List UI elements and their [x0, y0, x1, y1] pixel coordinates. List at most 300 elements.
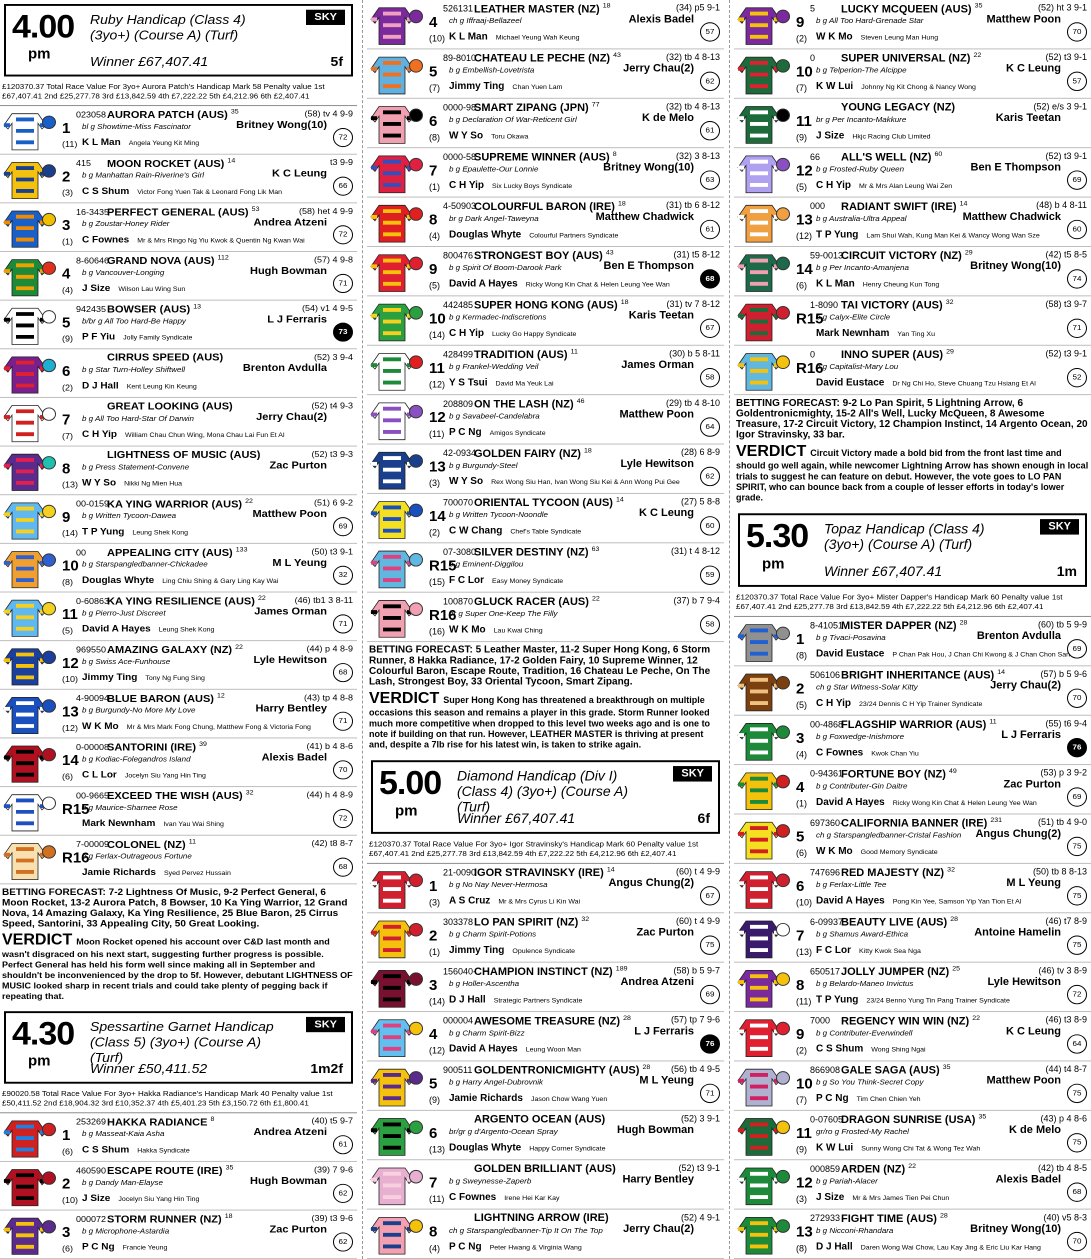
- jockey-cap-icon: [776, 306, 790, 320]
- weight-info: (44) h 4 8-9: [306, 789, 353, 800]
- trainer-name: [82, 1145, 190, 1155]
- saddle-number: 3: [62, 217, 71, 234]
- jockey-silks-icon: [736, 1164, 782, 1207]
- horse-name: [841, 1064, 950, 1076]
- horse-days: 22: [972, 1014, 980, 1022]
- jockey-name: Hugh Bowman: [250, 1175, 327, 1187]
- saddle-number: 5: [429, 1075, 438, 1093]
- weight-info: (43) p 4 8-6: [1040, 1113, 1087, 1124]
- horse-name-text: HAKKA RADIANCE: [107, 1116, 208, 1129]
- horse-name: [841, 3, 982, 15]
- breeding: b g Kodiac-Folegandros Island: [82, 754, 191, 764]
- saddle-number: 9: [62, 509, 71, 526]
- jockey-silks-icon: [369, 498, 415, 541]
- breeding: bl g Showtime-Miss Fascinator: [82, 122, 191, 131]
- owner-name: Leung Shek Kong: [158, 626, 215, 634]
- draw: (11): [796, 996, 812, 1007]
- owner-name: Peter Hwang & Virginia Wang: [489, 1244, 582, 1252]
- runner-entry: [367, 296, 724, 345]
- horse-days: 22: [973, 52, 982, 60]
- jockey-silks-icon: [736, 1213, 782, 1256]
- rating-badge: 75: [1067, 886, 1087, 905]
- trainer-name: [449, 131, 528, 142]
- jockey-cap-icon: [776, 207, 790, 221]
- owner-name: Wilson Lau Wing Sun: [118, 286, 186, 293]
- trainer-name: [449, 328, 576, 339]
- race-prize: Winner £50,411.52: [90, 1060, 208, 1077]
- saddle-number: 10: [429, 310, 446, 328]
- runner-entry: [0, 1113, 357, 1162]
- rating-badge: 64: [700, 417, 720, 436]
- rating-badge: 71: [1067, 319, 1087, 338]
- trainer-name: [82, 819, 224, 829]
- horse-name: [107, 352, 223, 363]
- form-figures: 66: [810, 152, 821, 162]
- weight-info: (42) t5 8-5: [1045, 249, 1087, 260]
- horse-name-text: RED MAJESTY: [841, 867, 920, 880]
- jockey-cap-icon: [42, 602, 56, 615]
- horse-name-text: CIRCUIT VICTORY: [841, 250, 937, 263]
- horse-name-text: SUPER HONG KONG: [474, 299, 585, 312]
- rating-badge: 72: [333, 225, 353, 244]
- jockey-cap-icon: [42, 1171, 56, 1184]
- jockey-name: Britney Wong(10): [603, 161, 694, 174]
- saddle-number: 11: [796, 113, 812, 130]
- horse-name: [474, 867, 615, 879]
- trainer-name: [816, 698, 982, 709]
- form-figures: 00-9665: [76, 790, 110, 801]
- weight-info: (57) b 5 9-6: [1040, 669, 1087, 679]
- horse-name: [107, 741, 207, 753]
- jockey-name: K C Leung: [272, 168, 327, 180]
- breeding: b g Holler-Ascentha: [449, 979, 520, 988]
- runner-entry: [0, 155, 357, 204]
- draw: (3): [796, 1194, 807, 1204]
- rating-badge: 68: [700, 269, 720, 288]
- horse-name-text: EXCEED THE WISH: [107, 790, 210, 802]
- owner-name: Happy Corner Syndicate: [529, 1145, 606, 1153]
- owner-name: Kitty Kwok Sea Nga: [859, 948, 921, 955]
- jockey-silks-icon: [736, 769, 782, 812]
- jockey-name: Zac Purton: [269, 1223, 327, 1236]
- horse-days: 8: [612, 151, 617, 158]
- jockey-silks-icon: [2, 304, 48, 346]
- horse-name: [107, 839, 196, 851]
- breeding: b g Pariah-Alacer: [816, 1176, 878, 1186]
- jockey-name: Matthew Poon: [619, 408, 694, 421]
- form-figures: 0-60863: [76, 596, 110, 606]
- jockey-silks-icon: [2, 110, 48, 152]
- horse-days: 53: [251, 206, 260, 213]
- owner-name: Michael Yeung Wah Keung: [495, 34, 580, 42]
- jockey-name: Angus Chung(2): [608, 877, 694, 890]
- form-figures: 4-90094: [76, 693, 110, 704]
- horse-name-text: KA YING WARRIOR: [107, 498, 209, 511]
- draw: (9): [62, 334, 73, 344]
- form-figures: 650517: [810, 966, 841, 977]
- horse-days: 22: [908, 1163, 917, 1170]
- jockey-silks-icon: [369, 1016, 415, 1059]
- jockey-name: Lyle Hewitson: [620, 458, 694, 470]
- trainer-text: Douglas Whyte: [82, 575, 155, 586]
- jockey-name: M L Yeung: [1006, 877, 1061, 890]
- trainer-name: [816, 1044, 926, 1055]
- saddle-number: 10: [62, 558, 79, 575]
- race-pm: pm: [28, 45, 51, 63]
- breeding: b g So You Think-Secret Copy: [816, 1077, 924, 1087]
- form-figures: 0000-58: [443, 152, 477, 162]
- horse-days: 22: [591, 595, 600, 603]
- jockey-cap-icon: [409, 504, 423, 518]
- horse-origin: (AUS): [587, 299, 618, 312]
- runner-entry: [0, 203, 357, 252]
- trainer-text: K W Lui: [816, 1142, 854, 1154]
- trainer-text: D J Hall: [449, 994, 486, 1006]
- breeding: b g Frankel-Wedding Veil: [449, 362, 539, 371]
- draw: (12): [796, 231, 813, 242]
- horse-days: 112: [217, 254, 229, 262]
- breeding: b g All Too Hard-Star Of Darwin: [82, 414, 194, 423]
- jockey-name: Alexis Badel: [995, 1173, 1061, 1186]
- horse-name: [474, 151, 617, 163]
- jockey-cap-icon: [42, 1123, 56, 1136]
- runner-entry: [0, 641, 357, 690]
- rating-badge: 74: [1067, 269, 1087, 288]
- saddle-number: 5: [796, 829, 805, 846]
- horse-name-text: ARGENTO OCEAN: [474, 1113, 572, 1126]
- trainer-name: [449, 896, 580, 907]
- trainer-text: D J Hall: [82, 380, 119, 392]
- horse-days: 60: [934, 151, 943, 158]
- trainer-text: D J Hall: [816, 1241, 853, 1253]
- trainer-text: Jimmy Ting: [449, 945, 505, 956]
- jockey-name: K C Leung: [1006, 62, 1061, 75]
- horse-name: [107, 206, 259, 218]
- horse-origin: (AUS): [193, 158, 225, 170]
- form-figures: 100870: [443, 596, 474, 607]
- runner-entry: [0, 252, 357, 301]
- draw: (10): [796, 897, 813, 908]
- rating-badge: 69: [1067, 787, 1087, 806]
- jockey-name: Angus Chung(2): [975, 828, 1061, 840]
- horse-name-text: GALE SAGA: [841, 1064, 906, 1077]
- horse-name: [474, 1064, 650, 1076]
- horse-days: 29: [946, 348, 954, 356]
- horse-days: 11: [989, 718, 997, 726]
- saddle-number: 5: [429, 63, 438, 81]
- trainer-text: W Y So: [449, 476, 484, 488]
- owner-name: Mr & Mrs Mark Fong Chung, Matthew Fong & Victoria Fong: [126, 724, 311, 731]
- weight-info: (39) t3 9-6: [311, 1213, 353, 1223]
- verdict-label: VERDICT: [2, 932, 73, 949]
- weight-info: (52) e/s 3 9-1: [1033, 101, 1087, 112]
- jockey-cap-icon: [409, 1071, 423, 1085]
- form-figures: 59-0013: [810, 250, 844, 261]
- horse-origin: (NZ): [163, 839, 186, 851]
- trainer-text: C S Shum: [816, 1044, 864, 1055]
- horse-name-text: ORIENTAL TYCOON: [474, 497, 580, 510]
- horse-days: 22: [257, 595, 266, 603]
- verdict-block: [367, 691, 724, 757]
- rating-badge: 62: [700, 72, 720, 91]
- trainer-text: Jamie Richards: [449, 1093, 523, 1105]
- jockey-silks-icon: [369, 350, 415, 393]
- jockey-silks-icon: [369, 547, 415, 590]
- horse-origin: (NZ): [598, 1015, 621, 1028]
- owner-name: Irene Hei Kar Kay: [504, 1195, 560, 1202]
- runner-entry: [367, 395, 724, 444]
- owner-name: Ricky Wong Kin Chat & Helen Leung Yee Wan: [525, 281, 670, 289]
- weight-info: (32) tb 4 8-13: [665, 52, 720, 62]
- race-prize: Winner £67,407.41: [90, 53, 209, 69]
- runner-entry: [367, 1111, 724, 1160]
- weight-info: (32) tb 4 8-13: [665, 101, 720, 112]
- horse-name-text: FORTUNE BOY: [841, 768, 921, 781]
- horse-name-text: SMART ZIPANG: [474, 102, 557, 114]
- trainer-name: [449, 32, 580, 43]
- horse-name: [107, 595, 266, 607]
- horse-name-text: FLAGSHIP WARRIOR: [841, 719, 953, 731]
- horse-name-text: FIGHT TIME: [841, 1213, 904, 1225]
- jockey-cap-icon: [42, 359, 56, 372]
- form-figures: 0-07605: [810, 1114, 844, 1125]
- breeding: br g Super One-Keep The Filly: [449, 609, 558, 618]
- horse-origin: (IRE): [589, 201, 615, 213]
- jockey-name: Zac Purton: [269, 459, 327, 472]
- trainer-text: T P Yung: [816, 994, 859, 1006]
- trainer-name: [816, 81, 976, 92]
- weight-info: (56) tb 4 9-5: [670, 1064, 720, 1075]
- breeding: b g Charm Spirit-Bizz: [449, 1028, 525, 1038]
- horse-days: 32: [945, 299, 954, 307]
- saddle-number: 6: [429, 113, 438, 130]
- trainer-name: [82, 332, 192, 342]
- weight-info: (58) t3 9-7: [1045, 299, 1087, 309]
- runner-entry: [734, 1160, 1091, 1209]
- race-header: [4, 1011, 353, 1083]
- breeding: ch g Starspangledbanner-Tip It On The Top: [449, 1226, 603, 1235]
- race-time: 4.00: [12, 8, 75, 46]
- race-name: Ruby Handicap (Class 4) (3yo+) (Course A) (Turf): [90, 11, 246, 43]
- rating-badge: 62: [700, 467, 720, 486]
- breeding: b g Microphone-Astardia: [82, 1226, 170, 1236]
- draw: (11): [62, 139, 78, 149]
- jockey-silks-icon: [369, 1115, 415, 1158]
- race-pm: pm: [28, 1053, 51, 1070]
- jockey-name: K C Leung: [639, 507, 694, 520]
- draw: (13): [429, 1144, 446, 1155]
- jockey-name: Alexis Badel: [261, 751, 327, 764]
- horse-name: [841, 1015, 980, 1027]
- saddle-number: 2: [796, 680, 805, 698]
- rating-badge: 70: [1067, 689, 1087, 708]
- form-figures: 747696: [810, 867, 841, 878]
- draw: (2): [796, 33, 807, 44]
- form-figures: 0-00008: [76, 742, 110, 752]
- horse-name-text: GLUCK RACER: [474, 596, 556, 608]
- jockey-cap-icon: [42, 116, 56, 129]
- jockey-cap-icon: [776, 108, 790, 122]
- jockey-name: Harry Bentley: [255, 703, 327, 715]
- trainer-name: [82, 1242, 167, 1252]
- horse-name-text: BRIGHT INHERITANCE: [841, 669, 961, 682]
- horse-name: [107, 693, 225, 705]
- weight-info: (42) tb 4 8-5: [1037, 1163, 1087, 1173]
- jockey-name: M L Yeung: [639, 1074, 694, 1087]
- weight-info: (55) t6 9-4: [1045, 718, 1087, 729]
- horse-name-text: LIGHTNESS OF MUSIC: [107, 449, 227, 461]
- jockey-name: Andrea Atzeni: [620, 976, 694, 988]
- horse-origin: (AUS): [211, 498, 243, 511]
- jockey-name: Antoine Hamelin: [974, 926, 1061, 939]
- jockey-name: Matthew Chadwick: [595, 211, 694, 223]
- jockey-cap-icon: [776, 158, 790, 172]
- owner-name: Opulence Syndicate: [512, 948, 576, 955]
- horse-origin: (AUS): [202, 547, 233, 559]
- form-figures: 900511: [443, 1065, 473, 1075]
- horse-origin: (NZ): [927, 966, 950, 978]
- rating-badge: 71: [700, 1084, 720, 1103]
- jockey-cap-icon: [409, 405, 423, 419]
- saddle-number: 2: [62, 169, 71, 186]
- horse-name: [107, 498, 253, 510]
- jockey-silks-icon: [736, 4, 782, 47]
- breeding: b g Charm Spirit-Potions: [449, 929, 537, 939]
- draw: (8): [796, 650, 807, 661]
- horse-days: 14: [227, 157, 236, 165]
- betting-forecast: BETTING FORECAST: 5 Leather Master, 11-2 Super Hong Kong, 6 Storm Runner, 8 Hakka Radiance, 17-2 Golden Fairy, 10 Supreme Winner, 12 Colourful Baron, Escape Route, Tradition, 16 Chateau Le Peche, On The Lash, Strongest Boy, 33 Oriental Tycoon, Smart Zipang.: [369, 644, 711, 688]
- horse-name: [107, 1165, 233, 1177]
- trainer-text: W K Mo: [816, 846, 853, 858]
- trainer-text: W Y So: [82, 478, 117, 489]
- rating-badge: 72: [1067, 985, 1087, 1004]
- runner-entry: [734, 1012, 1091, 1061]
- jockey-silks-icon: [2, 402, 48, 444]
- owner-name: William Chau Chun Wing, Mona Chau Lai Fun Et Al: [125, 432, 285, 439]
- trainer-name: [82, 770, 206, 780]
- jockey-cap-icon: [409, 306, 423, 320]
- jockey-cap-icon: [776, 10, 790, 24]
- weight-info: (51) tb 4 9-0: [1037, 817, 1087, 828]
- weight-info: (52) 4 9-1: [680, 1212, 720, 1223]
- trainer-name: [449, 378, 554, 389]
- horse-name-text: APPEALING CITY: [107, 547, 200, 559]
- horse-origin: (NZ): [551, 398, 574, 411]
- owner-name: Leung Shek Kong: [132, 529, 189, 537]
- trainer-name: [449, 427, 546, 438]
- draw: (14): [429, 996, 446, 1007]
- runner-entry: [734, 913, 1091, 962]
- breeding: ch g Iffraaj-Bellazeel: [449, 16, 522, 26]
- trainer-text: David Eustace: [816, 648, 885, 660]
- trainer-text: C S Shum: [82, 1144, 130, 1156]
- runner-entry: [734, 247, 1091, 296]
- breeding: b g Manhattan Rain-Riverine's Girl: [82, 170, 205, 180]
- rating-badge: 71: [333, 712, 353, 731]
- trainer-text: T P Yung: [816, 229, 859, 241]
- owner-name: Francie Yeung: [122, 1244, 168, 1252]
- horse-days: 12: [217, 692, 225, 700]
- jockey-cap-icon: [776, 1121, 790, 1135]
- jockey-cap-icon: [776, 923, 790, 937]
- jockey-name: L J Ferraris: [634, 1025, 694, 1038]
- horse-name-text: LEATHER MASTER: [474, 3, 575, 16]
- horse-name-text: YOUNG LEGACY: [841, 101, 931, 114]
- tv-badge: SKY: [306, 1017, 345, 1032]
- horse-name: [841, 1213, 948, 1225]
- rating-badge: 67: [700, 886, 720, 905]
- column-divider: [729, 0, 730, 1259]
- horse-name: [841, 966, 960, 978]
- form-figures: 942435: [76, 304, 107, 314]
- jockey-silks-icon: [369, 1065, 415, 1108]
- breeding: b g Burgundy-No More My Love: [82, 705, 196, 715]
- trainer-text: K L Man: [816, 278, 855, 290]
- jockey-cap-icon: [42, 407, 56, 420]
- trainer-text: Mark Newnham: [816, 328, 890, 339]
- jockey-silks-icon: [369, 597, 415, 640]
- rating-badge: 61: [333, 1135, 353, 1154]
- weight-info: (52) 3 9-4: [313, 352, 353, 362]
- horse-origin: (AUS): [912, 349, 944, 361]
- jockey-name: K de Melo: [1009, 1124, 1061, 1137]
- race-pm: pm: [762, 555, 785, 573]
- saddle-number: 1: [429, 878, 438, 895]
- runner-entry: [734, 99, 1091, 148]
- form-figures: 428499: [443, 349, 474, 360]
- owner-name: Dr Ng Chi Ho, Steve Chuang Tzu Hsiang Et Al: [892, 380, 1036, 388]
- form-figures: 00-4868: [810, 719, 844, 730]
- jockey-name: Britney Wong(10): [236, 119, 327, 131]
- saddle-number: 7: [429, 1174, 438, 1192]
- trainer-text: C Fownes: [82, 234, 130, 246]
- horse-days: 35: [978, 1113, 987, 1121]
- trainer-name: [82, 186, 282, 196]
- trainer-name: [816, 279, 939, 290]
- weight-info: (28) 6 8-9: [680, 447, 720, 458]
- rating-badge: 69: [1067, 170, 1087, 189]
- form-figures: 969550: [76, 644, 107, 655]
- jockey-cap-icon: [42, 797, 56, 810]
- weight-info: (52) ht 3 9-1: [1037, 2, 1087, 13]
- horse-days: 43: [605, 249, 614, 257]
- race-header: [4, 4, 353, 76]
- horse-origin: (IRE): [196, 1165, 223, 1177]
- trainer-name: [449, 1143, 606, 1154]
- jockey-name: L J Ferraris: [267, 313, 327, 326]
- jockey-cap-icon: [776, 824, 790, 838]
- jockey-name: James Orman: [621, 359, 694, 371]
- horse-name-text: CIRRUS SPEED: [107, 352, 190, 364]
- draw: (9): [796, 132, 807, 143]
- trainer-name: [82, 624, 214, 634]
- horse-days: 13: [193, 303, 201, 311]
- weight-info: (53) p 3 9-2: [1040, 767, 1087, 778]
- saddle-number: 8: [429, 1224, 438, 1241]
- weight-info: (52) t3 9-1: [1045, 52, 1087, 62]
- weight-info: (46) t3 8-9: [1045, 1014, 1087, 1025]
- horse-name: [474, 497, 624, 509]
- saddle-number: 11: [429, 360, 445, 377]
- jockey-silks-icon: [369, 1164, 415, 1207]
- horse-name: [107, 449, 260, 460]
- trainer-text: A S Cruz: [449, 895, 491, 907]
- horse-name-text: INNO SUPER: [841, 349, 910, 361]
- form-figures: 000004: [443, 1015, 474, 1026]
- owner-name: Colourful Partners Syndicate: [529, 232, 619, 240]
- horse-name: [107, 255, 229, 267]
- horse-origin: (AUS): [912, 299, 943, 312]
